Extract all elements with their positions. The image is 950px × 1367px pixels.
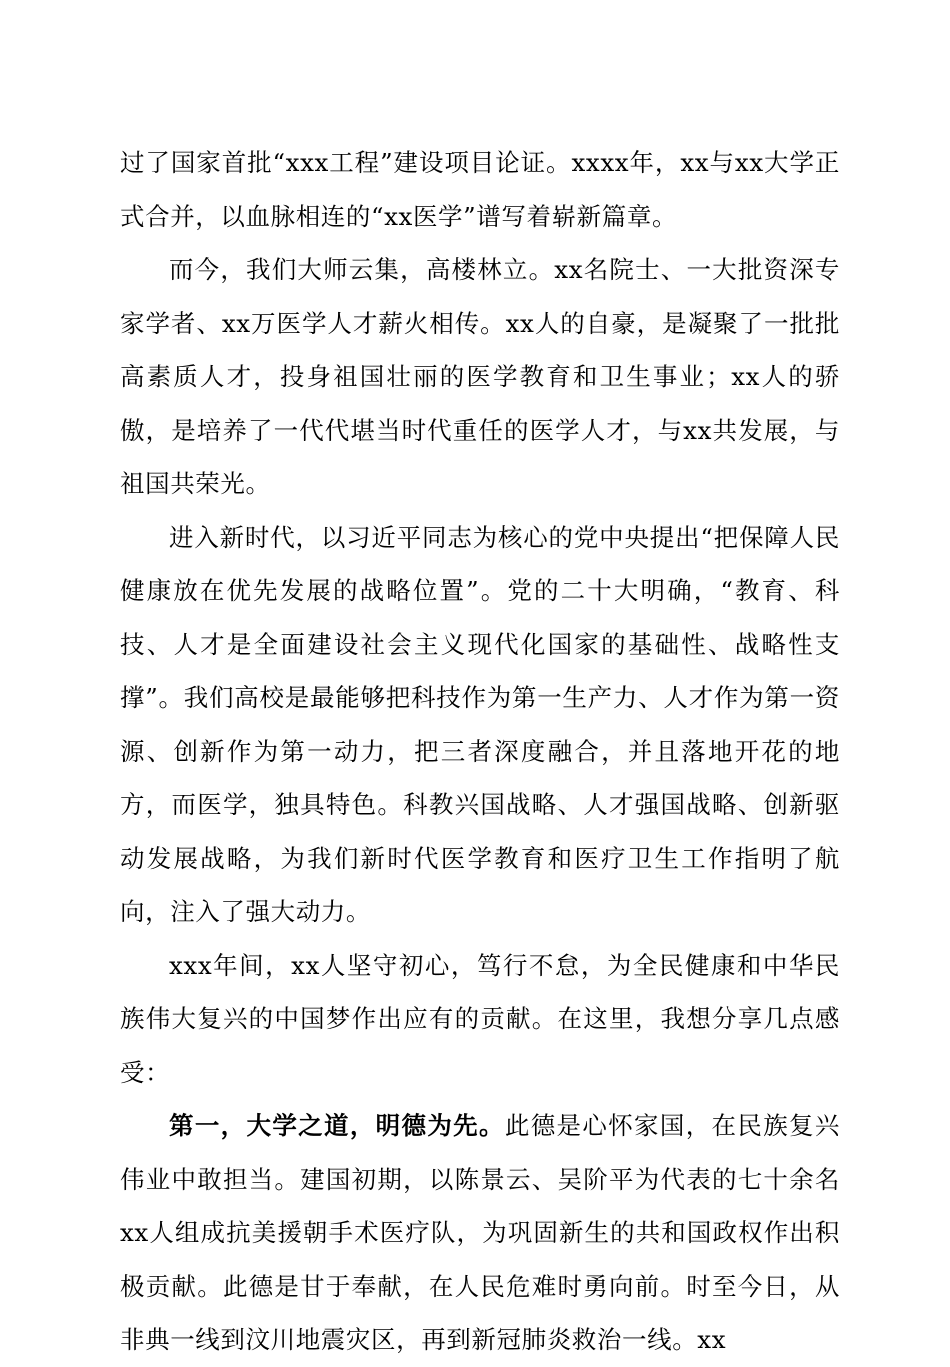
paragraph-1: 过了国家首批“xxx工程”建设项目论证。xxxx年，xx与xx大学正式合并，以血脉相连的“xx医学”谱写着崭新篇章。 bbox=[120, 148, 840, 231]
paragraph-5 bbox=[120, 1099, 840, 1367]
paragraph-4: xxx年间，xx人坚守初心，笃行不怠，为全民健康和中华民族伟大复兴的中国梦作出应有的贡献。在这里，我想分享几点感受： bbox=[120, 950, 840, 1087]
paragraph-3: 进入新时代，以习近平同志为核心的党中央提出“把保障人民健康放在优先发展的战略位置”。党的二十大明确，“教育、科技、人才是全面建设社会主义现代化国家的基础性、战略性支撑”。我们高校是最能够把科技作为第一生产力、人才作为第一资源、创新作为第一动力，把三者深度融合，并且落地开花的地方，而医学，独具特色。科教兴国战略、人才强国战略、创新驱动发展战略，为我们新时代医学教育和医疗卫生工作指明了航向，注入了强大动力。 bbox=[120, 522, 840, 926]
document-body bbox=[120, 136, 840, 1367]
paragraph-5-body: 此德是心怀家国，在民族复兴伟业中敢担当。建国初期，以陈景云、吴阶平为代表的七十余名xx人组成抗美援朝手术医疗队，为巩固新生的共和国政权作出积极贡献。此德是甘于奉献，在人民危难时勇向前。时至今日，从非典一线到汶川地震灾区，再到新冠肺炎救治一线。xx bbox=[120, 1111, 840, 1354]
paragraph-2: 而今，我们大师云集，高楼林立。xx名院士、一大批资深专家学者、xx万医学人才薪火相传。xx人的自豪，是凝聚了一批批高素质人才，投身祖国壮丽的医学教育和卫生事业；xx人的骄傲，是培养了一代代堪当时代重任的医学人才，与xx共发展，与祖国共荣光。 bbox=[120, 255, 840, 498]
paragraph-5-lead: 第一，大学之道，明德为先。 bbox=[169, 1111, 505, 1140]
